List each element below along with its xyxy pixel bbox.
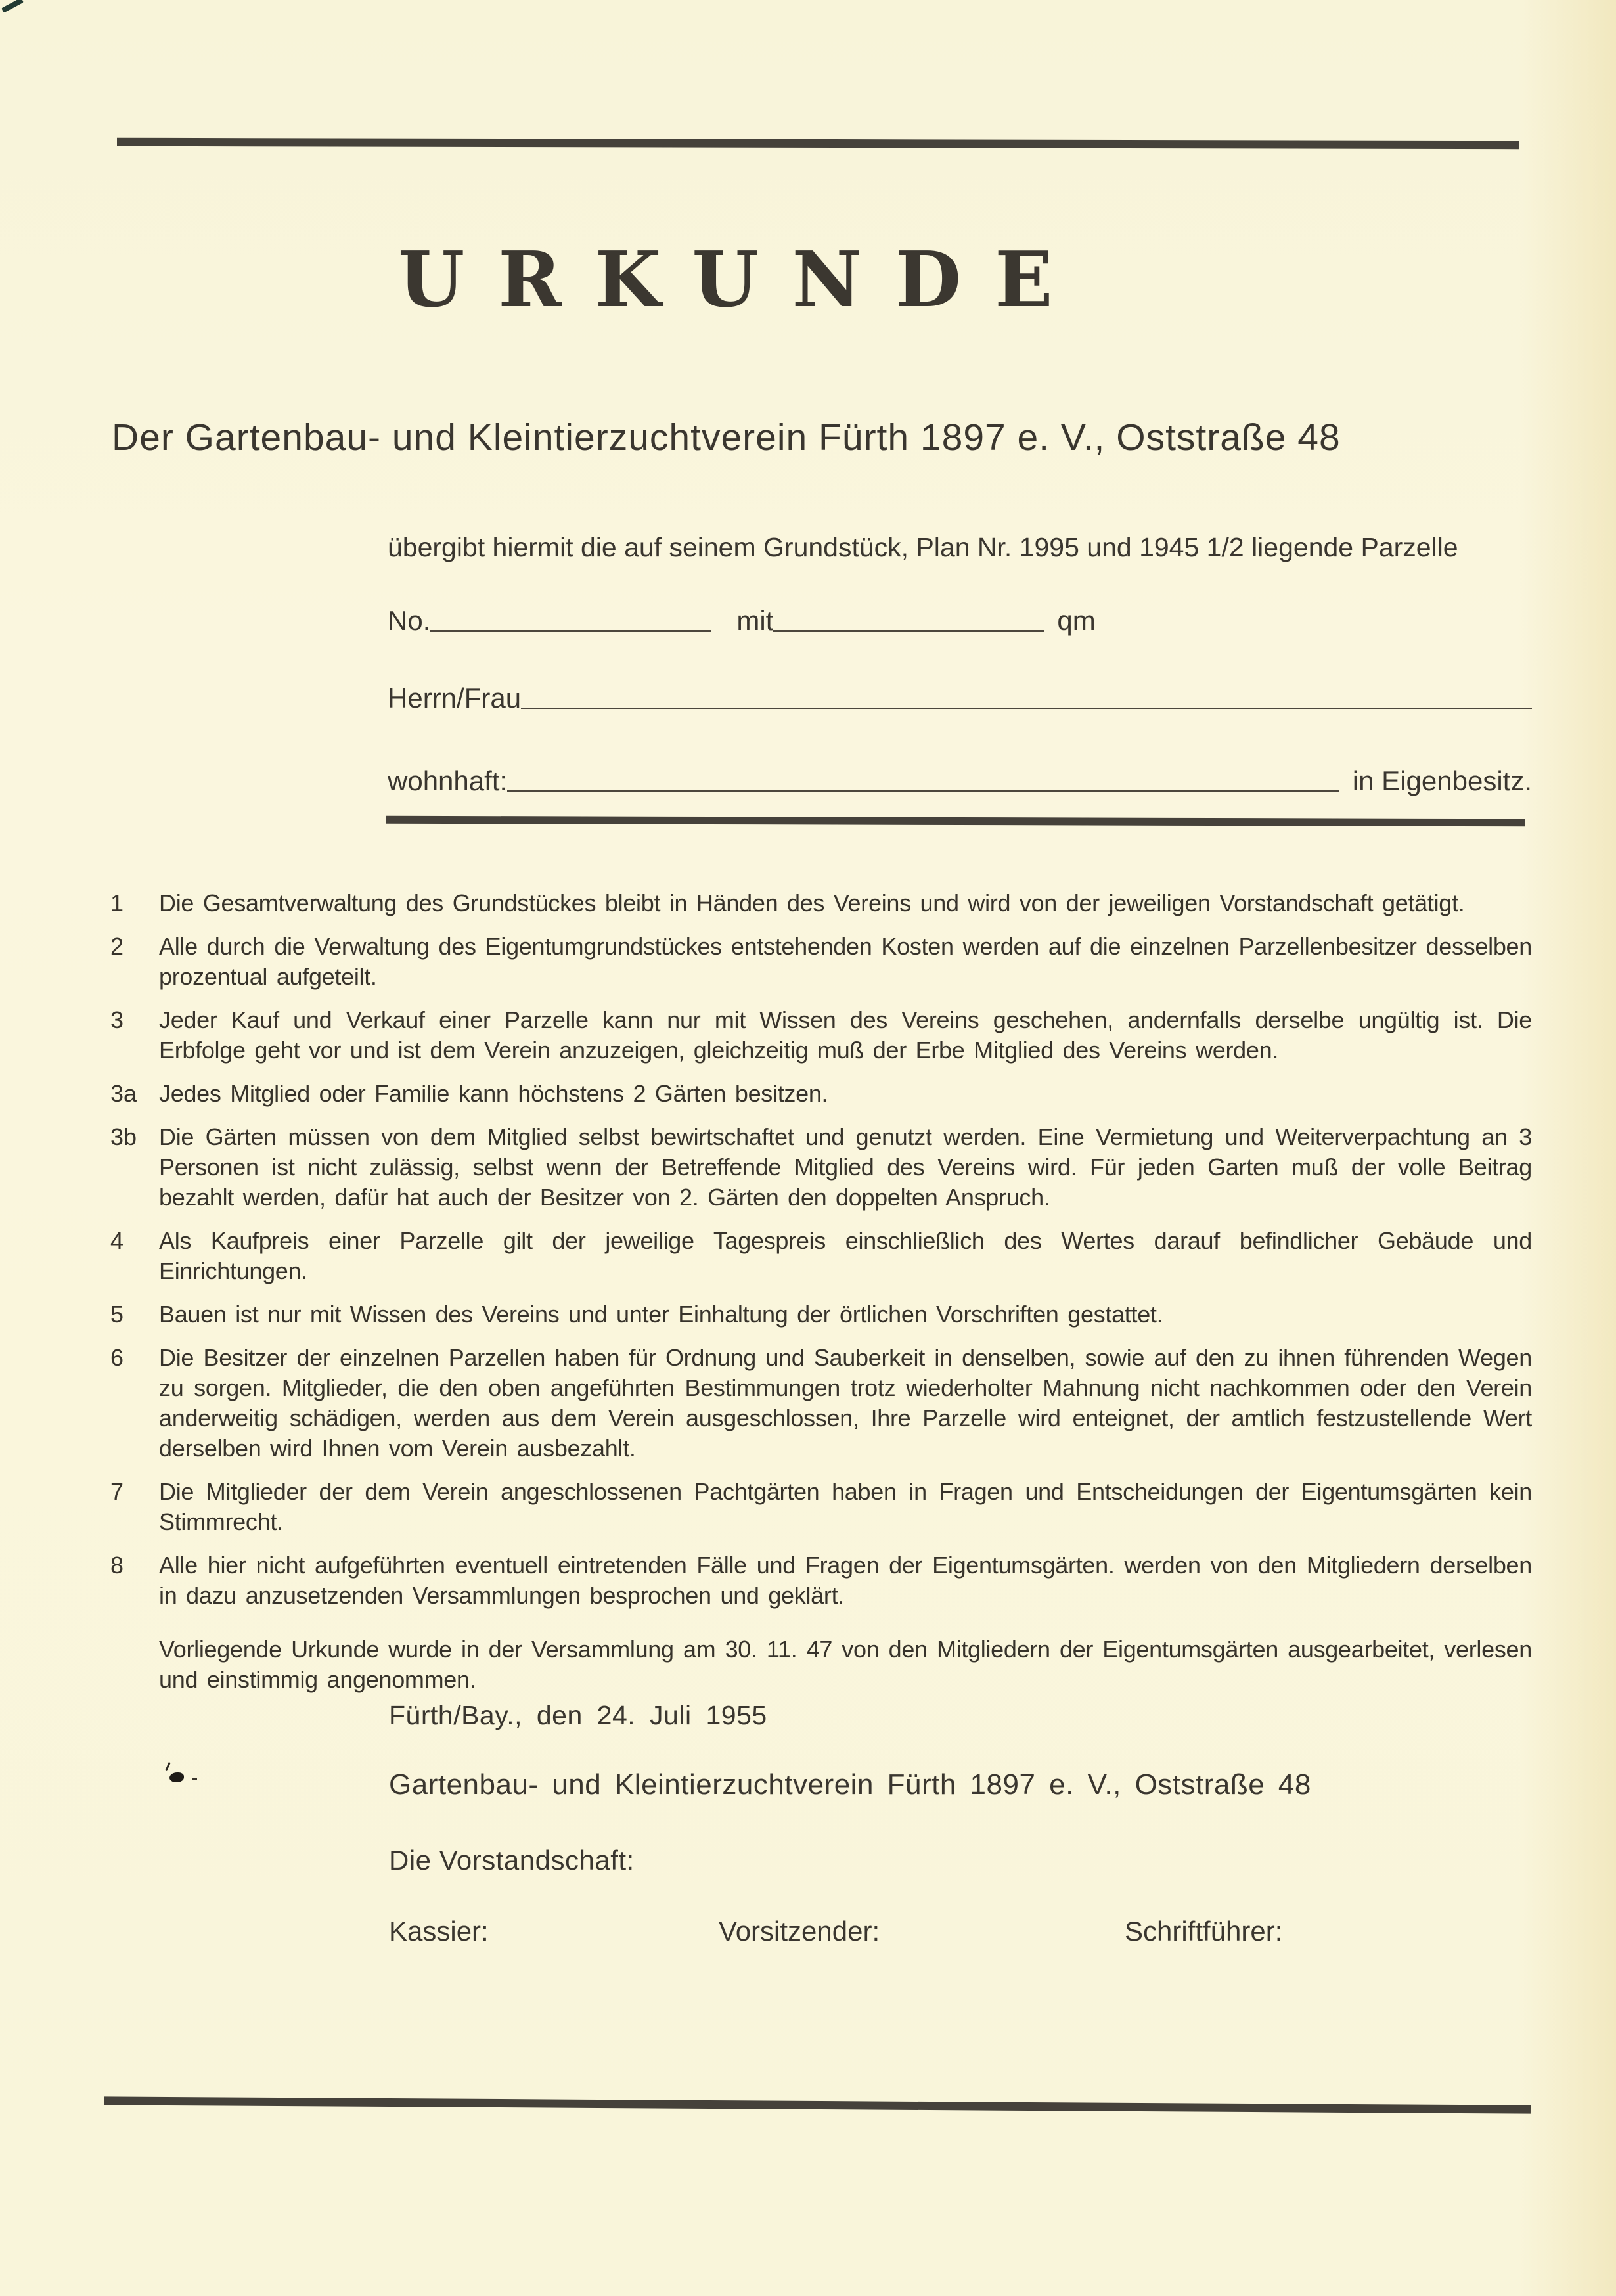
parcel-number-row <box>388 607 1532 635</box>
term-number: 3b <box>110 1123 137 1150</box>
owner-name-row <box>388 685 1532 712</box>
parcel-number-field <box>430 630 711 632</box>
residence-field <box>507 790 1339 792</box>
term-number: 1 <box>110 889 124 916</box>
term-item-4 <box>110 1226 1532 1286</box>
document-title: URKUNDE <box>398 235 1087 325</box>
residence-row <box>388 767 1532 795</box>
term-item-2 <box>110 932 1532 992</box>
term-text: Die Mitglieder der dem Verein angeschlossenen Pachtgärten haben in Fragen und Entscheidungen der Eigentumsgärten kein Stimmrecht. <box>159 1478 1532 1535</box>
intro-line-text: übergibt hiermit die auf seinem Grundstück, Plan Nr. 1995 und 1945 1/2 liegende Parzelle <box>388 532 1458 562</box>
no-label: No. <box>388 605 431 636</box>
term-text: Als Kaufpreis einer Parzelle gilt der jeweilige Tagespreis einschließlich des Wertes darauf befindlicher Gebäude und Einrichtungen. <box>159 1227 1532 1284</box>
term-item-5 <box>110 1299 1532 1330</box>
term-number: 2 <box>110 933 124 960</box>
term-number: 5 <box>110 1301 124 1328</box>
term-number: 6 <box>110 1344 124 1371</box>
term-text: Jedes Mitglied oder Familie kann höchstens 2 Gärten besitzen. <box>159 1080 828 1107</box>
term-item-3b <box>110 1122 1532 1213</box>
term-text: Die Gesamtverwaltung des Grundstückes bleibt in Händen des Vereins und wird von der jeweiligen Vorstandschaft getätigt. <box>159 889 1465 916</box>
ink-blot-mark <box>169 1772 184 1782</box>
term-number: 7 <box>110 1478 124 1505</box>
residence-label: wohnhaft: <box>388 765 508 796</box>
term-item-8 <box>110 1550 1532 1611</box>
association-heading-text: Der Gartenbau- und Kleintierzuchtverein Fürth 1897 e. V., Oststraße 48 <box>112 416 1341 459</box>
owner-name-field <box>521 708 1532 709</box>
term-number: 8 <box>110 1552 124 1579</box>
term-item-3a <box>110 1079 1532 1109</box>
middle-divider-rule <box>386 816 1525 827</box>
role-kassier-label: Kassier: <box>389 1916 489 1947</box>
term-number: 3 <box>110 1006 124 1033</box>
term-number: 3a <box>110 1080 137 1107</box>
mit-label: mit <box>736 605 774 636</box>
ownership-label: in Eigenbesitz. <box>1352 765 1532 796</box>
term-text: Die Besitzer der einzelnen Parzellen haben für Ordnung und Sauberkeit in denselben, sowie auf den zu ihnen führenden Wegen zu sorgen. Mitglieder, die den oben angeführten Bestimmungen trotz wiederholter Mahnung nicht nachkommen oder den Verein anderweitig schädigen, werden aus dem Verein ausgeschlossen, Ihre Parzelle wird enteignet, der amtlich festzustellende Wert derselben wird Ihnen vom Verein ausbezahlt. <box>159 1344 1532 1462</box>
term-text: Die Gärten müssen von dem Mitglied selbst bewirtschaftet und genutzt werden. Eine Vermietung und Weiterverpachtung an 3 Personen ist nicht zulässig, selbst wenn der Betreffende Mitglied des Vereins wird. Für jeden Garten muß der volle Beitrag bezahlt werden, dafür hat auch der Besitzer von 2. Gärten den doppelten Anspruch. <box>159 1123 1532 1211</box>
place-date-line: Fürth/Bay., den 24. Juli 1955 <box>389 1700 767 1730</box>
term-item-3 <box>110 1005 1532 1066</box>
board-label: Die Vorstandschaft: <box>389 1845 635 1876</box>
qm-label: qm <box>1057 605 1096 636</box>
bottom-divider-rule <box>104 2096 1531 2113</box>
closing-paragraph: Vorliegende Urkunde wurde in der Versammlung am 30. 11. 47 von den Mitgliedern der Eigentumsgärten ausgearbeitet, verlesen und einstimmig angenommen. <box>159 1636 1532 1693</box>
term-item-6 <box>110 1343 1532 1464</box>
term-item-1 <box>110 888 1532 918</box>
corner-scan-mark <box>1 0 24 13</box>
term-text: Jeder Kauf und Verkauf einer Parzelle kann nur mit Wissen des Vereins geschehen, andernfalls derselbe ungültig ist. Die Erbfolge geht vor und ist dem Verein anzuzeigen, gleichzeitig muß der Erbe Mitglied des Vereins werden. <box>159 1006 1532 1064</box>
name-label: Herrn/Frau <box>388 683 522 713</box>
top-divider-rule <box>117 138 1519 149</box>
term-text: Bauen ist nur mit Wissen des Vereins und unter Einhaltung der örtlichen Vorschriften gestattet. <box>159 1301 1163 1328</box>
term-text: Alle hier nicht aufgeführten eventuell eintretenden Fälle und Fragen der Eigentumsgärten. werden von den Mitgliedern derselben in dazu anzusetzenden Versammlungen besprochen und geklärt. <box>159 1552 1532 1609</box>
organization-signature-line: Gartenbau- und Kleintierzuchtverein Fürth 1897 e. V., Oststraße 48 <box>389 1768 1311 1801</box>
term-number: 4 <box>110 1227 124 1254</box>
area-field <box>773 630 1044 632</box>
role-schriftfuehrer-label: Schriftführer: <box>1125 1916 1283 1947</box>
association-heading <box>112 415 1532 460</box>
role-vorsitzender-label: Vorsitzender: <box>719 1916 880 1947</box>
term-item-7 <box>110 1477 1532 1537</box>
intro-line <box>388 531 1532 564</box>
terms-list <box>110 888 1532 1695</box>
term-text: Alle durch die Verwaltung des Eigentumgrundstückes entstehenden Kosten werden auf die einzelnen Parzellenbesitzer desselben prozentual aufgeteilt. <box>159 933 1532 990</box>
